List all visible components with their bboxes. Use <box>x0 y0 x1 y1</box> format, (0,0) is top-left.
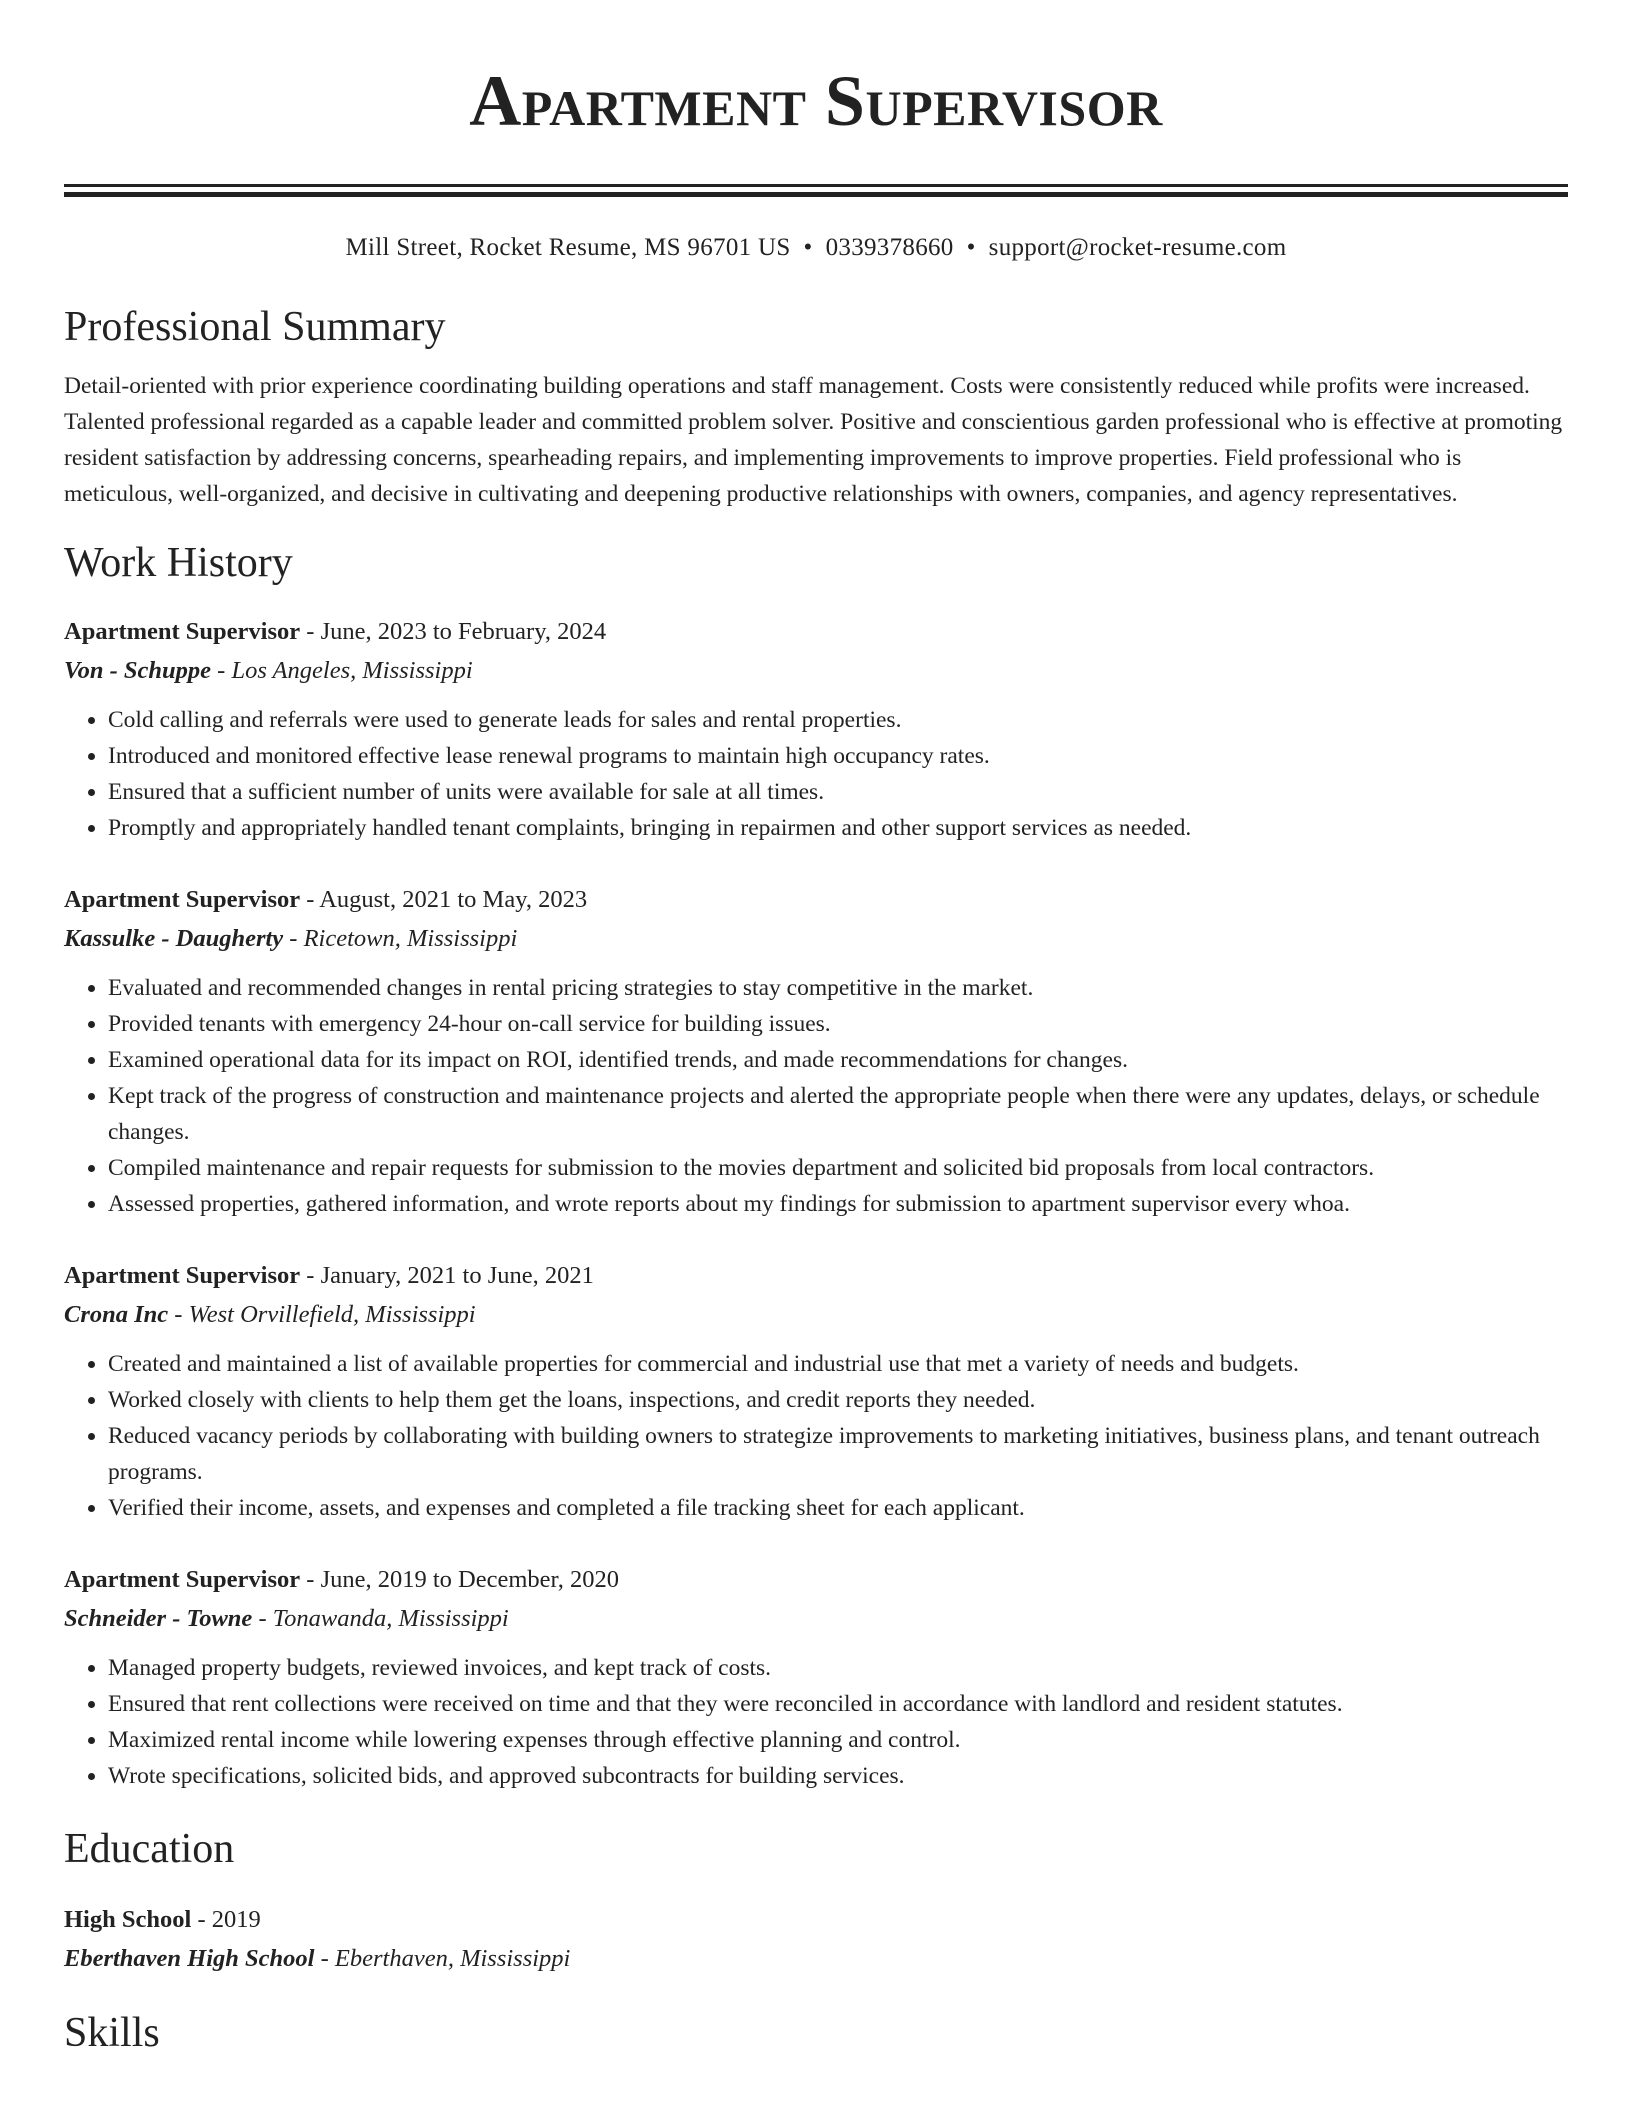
job-bullet: • Evaluated and recommended changes in rental pricing strategies to stay competitive in the market. <box>108 970 1568 1006</box>
job-entry <box>64 1560 1568 1794</box>
education-entry <box>64 1900 1568 1978</box>
education-year: 2019 <box>211 1906 261 1933</box>
contact-address: Mill Street, Rocket Resume, MS 96701 US <box>345 234 791 261</box>
contact-phone: 0339378660 <box>825 234 954 261</box>
education-school-line <box>64 1939 1568 1978</box>
job-bullet: • Created and maintained a list of available properties for commercial and industrial use that met a variety of needs and budgets. <box>108 1346 1568 1382</box>
job-bullet: • Maximized rental income while lowering expenses through effective planning and control. <box>108 1722 1568 1758</box>
skills-heading: Skills <box>64 2010 160 2056</box>
job-bullets <box>64 702 1568 846</box>
job-company: Kassulke - Daugherty <box>64 925 284 952</box>
job-bullet: • Ensured that a sufficient number of units were available for sale at all times. <box>108 774 1568 810</box>
job-bullets <box>64 1346 1568 1526</box>
job-bullet: • Managed property budgets, reviewed invoices, and kept track of costs. <box>108 1650 1568 1686</box>
resume-name: Apartment Supervisor <box>469 61 1163 141</box>
header-rule-top <box>64 184 1568 187</box>
dash-separator: - <box>300 1566 321 1593</box>
dash-separator: - <box>168 1301 189 1328</box>
job-dates: June, 2023 to February, 2024 <box>320 618 607 645</box>
job-entry <box>64 880 1568 1222</box>
job-bullet: • Compiled maintenance and repair requests for submission to the movies department and solicited bid proposals from local contractors. <box>108 1150 1568 1186</box>
job-bullet: • Assessed properties, gathered information, and wrote reports about my findings for submission to apartment supervisor every whoa. <box>108 1186 1568 1222</box>
job-company: Schneider - Towne <box>64 1605 253 1632</box>
job-role: Apartment Supervisor <box>64 618 301 645</box>
contact-line <box>64 232 1568 264</box>
job-bullet: • Introduced and monitored effective lease renewal programs to maintain high occupancy rates. <box>108 738 1568 774</box>
contact-separator: • <box>966 234 976 261</box>
job-dates: June, 2019 to December, 2020 <box>320 1566 619 1593</box>
job-title-line <box>64 1560 1568 1599</box>
job-title-line <box>64 612 1568 651</box>
job-bullet: • Kept track of the progress of construction and maintenance projects and alerted the appropriate people when there were any updates, delays, or schedule changes. <box>108 1078 1568 1150</box>
job-role: Apartment Supervisor <box>64 886 301 913</box>
job-company-line <box>64 919 1568 958</box>
job-company: Crona Inc <box>64 1301 169 1328</box>
job-role: Apartment Supervisor <box>64 1262 301 1289</box>
job-bullet: • Cold calling and referrals were used to generate leads for sales and rental properties. <box>108 702 1568 738</box>
education-location: Eberthaven, Mississippi <box>334 1945 571 1972</box>
job-location: Los Angeles, Mississippi <box>231 657 473 684</box>
dash-separator: - <box>252 1605 273 1632</box>
job-company: Von - Schuppe <box>64 657 212 684</box>
header-rule-bottom <box>64 192 1568 197</box>
dash-separator: - <box>283 925 304 952</box>
job-company-line <box>64 1599 1568 1638</box>
contact-email: support@rocket-resume.com <box>988 234 1287 261</box>
job-dates: August, 2021 to May, 2023 <box>319 886 588 913</box>
job-entry <box>64 612 1568 846</box>
dash-separator: - <box>300 618 321 645</box>
job-bullet: • Promptly and appropriately handled tenant complaints, bringing in repairmen and other support services as needed. <box>108 810 1568 846</box>
dash-separator: - <box>314 1945 335 1972</box>
education-heading: Education <box>64 1826 235 1872</box>
job-bullet: • Worked closely with clients to help them get the loans, inspections, and credit reports they needed. <box>108 1382 1568 1418</box>
dash-separator: - <box>211 657 232 684</box>
education-degree: High School <box>64 1906 192 1933</box>
dash-separator: - <box>300 886 320 913</box>
job-location: Tonawanda, Mississippi <box>272 1605 509 1632</box>
job-title-line <box>64 880 1568 919</box>
job-location: West Orvillefield, Mississippi <box>188 1301 476 1328</box>
job-bullet: • Reduced vacancy periods by collaborating with building owners to strategize improvements to marketing initiatives, business plans, and tenant outreach programs. <box>108 1418 1568 1490</box>
work-history-heading: Work History <box>64 540 293 586</box>
job-bullet: • Examined operational data for its impact on ROI, identified trends, and made recommendations for changes. <box>108 1042 1568 1078</box>
job-entry <box>64 1256 1568 1526</box>
summary-heading: Professional Summary <box>64 304 446 350</box>
job-bullet: • Provided tenants with emergency 24-hour on-call service for building issues. <box>108 1006 1568 1042</box>
education-school: Eberthaven High School <box>64 1945 315 1972</box>
contact-separator: • <box>803 234 813 261</box>
job-bullets <box>64 970 1568 1222</box>
job-bullet: • Verified their income, assets, and expenses and completed a file tracking sheet for each applicant. <box>108 1490 1568 1526</box>
education-degree-line <box>64 1900 1568 1939</box>
job-title-line <box>64 1256 1568 1295</box>
job-company-line <box>64 651 1568 690</box>
dash-separator: - <box>191 1906 212 1933</box>
job-bullets <box>64 1650 1568 1794</box>
job-company-line <box>64 1295 1568 1334</box>
job-bullet: • Wrote specifications, solicited bids, and approved subcontracts for building services. <box>108 1758 1568 1794</box>
summary-text: Detail-oriented with prior experience coordinating building operations and staff management. Costs were consistently reduced while profits were increased. Talented professional regarded as a capable leader and committed problem solver. Positive and conscientious garden professional who is effective at promoting resident satisfaction by addressing concerns, spearheading repairs, and implementing improvements to improve properties. Field professional who is meticulous, well-organized, and decisive in cultivating and deepening productive relationships with owners, companies, and agency representatives. <box>64 373 1563 507</box>
job-location: Ricetown, Mississippi <box>303 925 518 952</box>
dash-separator: - <box>300 1262 321 1289</box>
job-dates: January, 2021 to June, 2021 <box>320 1262 594 1289</box>
job-bullet: • Ensured that rent collections were received on time and that they were reconciled in accordance with landlord and resident statutes. <box>108 1686 1568 1722</box>
job-role: Apartment Supervisor <box>64 1566 301 1593</box>
